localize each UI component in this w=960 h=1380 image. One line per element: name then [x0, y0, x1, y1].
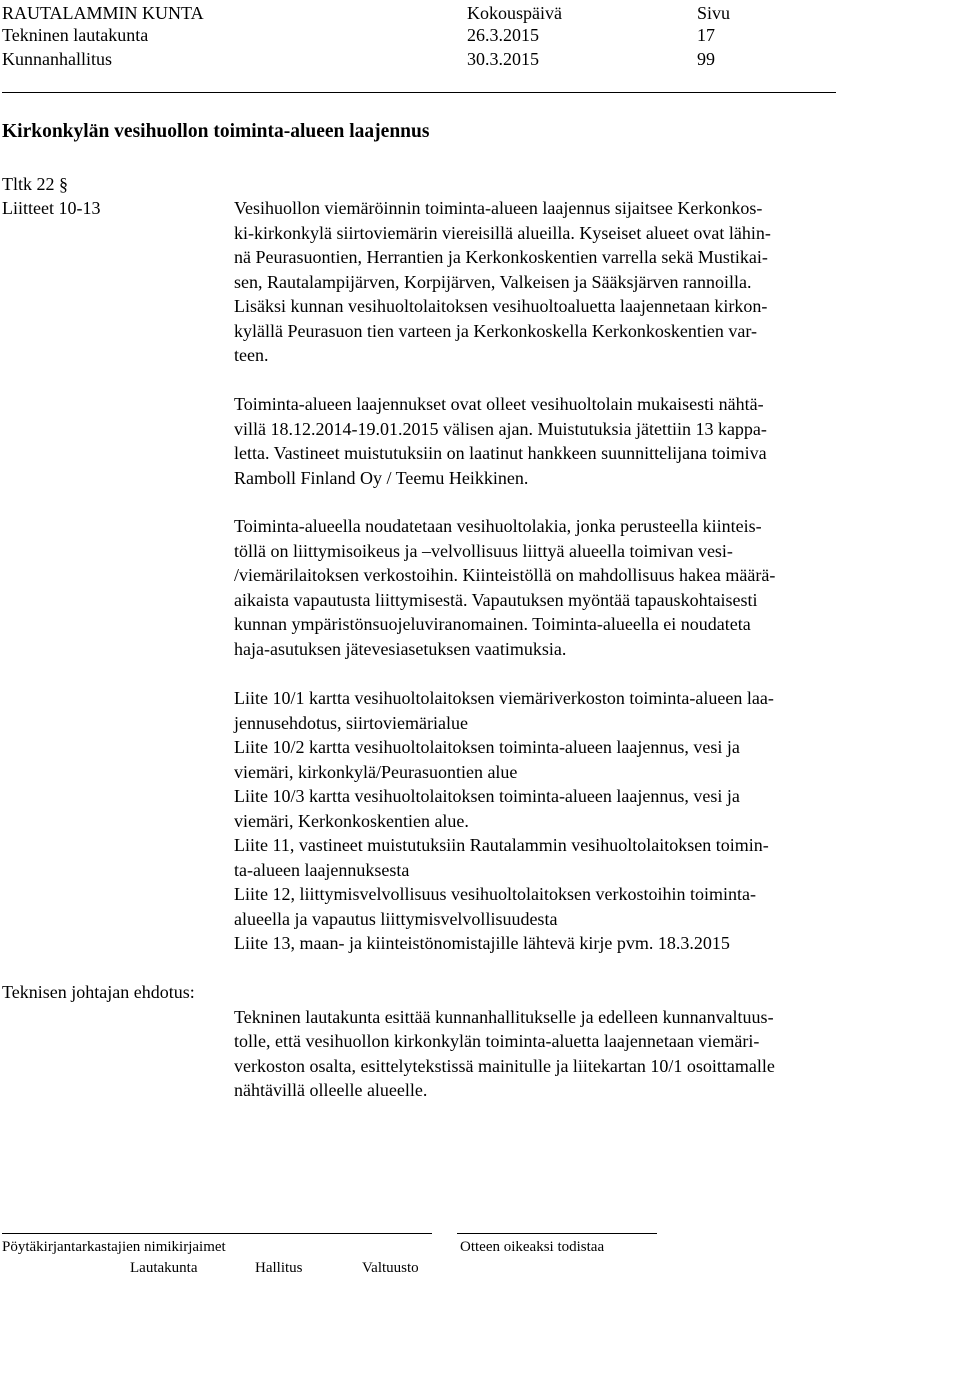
attachment-line: Liite 11, vastineet muistutuksiin Rautalammin vesihuoltolaitoksen toimin-	[234, 835, 769, 855]
attachment-line: jennusehdotus, siirtoviemärialue	[234, 712, 468, 733]
attachment-line: Liite 10/3 kartta vesihuoltolaitoksen toiminta-alueen laajennus, vesi ja	[234, 786, 740, 806]
text-line: ki-kirkonkylä siirtoviemärin viereisillä alueilla. Kyseiset alueet ovat lähin-	[234, 222, 771, 243]
footer-body-valtuusto: Valtuusto	[362, 1260, 419, 1276]
header-page-1: 17	[697, 25, 715, 45]
text-line: letta. Vastineet muistutuksiin on laatinut hankkeen suunnittelijana toimiva	[234, 443, 767, 463]
text-line: tolle, että vesihuollon kirkonkylän toiminta-aluetta laajennetaan viemäri-	[234, 1031, 760, 1051]
header-committee-1: Tekninen lautakunta	[2, 25, 149, 45]
text-line: /viemärilaitoksen verkostoihin. Kiinteistöllä on mahdollisuus hakea määrä-	[234, 565, 776, 585]
header-page-2: 99	[697, 49, 715, 69]
header-date-1: 26.3.2015	[467, 25, 539, 45]
text-line: haja-asutuksen jätevesiasetuksen vaatimuksia.	[234, 638, 567, 659]
header-committee-2: Kunnanhallitus	[2, 49, 112, 69]
attachment-line: Liite 13, maan- ja kiinteistönomistajille lähtevä kirje pvm. 18.3.2015	[234, 933, 730, 953]
header-page-label: Sivu	[697, 3, 731, 23]
footer-body-hallitus: Hallitus	[255, 1260, 303, 1276]
text-line: nähtävillä olleelle alueelle.	[234, 1080, 428, 1100]
text-line: nä Peurasuontien, Herrantien ja Kerkonkoskentien varrella sekä Mustikai-	[234, 247, 768, 267]
header-date-label: Kokouspäivä	[467, 3, 562, 23]
text-line: Toiminta-alueen laajennukset ovat olleet vesihuoltolain mukaisesti nähtä-	[234, 394, 764, 414]
text-line: verkoston osalta, esittelytekstissä mainitulle ja liitekartan 10/1 osoittamalle	[234, 1055, 775, 1076]
text-line: töllä on liittymisoikeus ja –velvollisuus liittyä alueella toimivan vesi-	[234, 540, 733, 561]
proposal-label: Teknisen johtajan ehdotus:	[2, 982, 195, 1002]
header-divider	[2, 92, 836, 93]
text-line: Toiminta-alueella noudatetaan vesihuoltolakia, jonka perusteella kiinteis-	[234, 516, 762, 536]
agenda-item-title: Kirkonkylän vesihuollon toiminta-alueen laajennus	[2, 121, 430, 142]
text-line: villä 18.12.2014-19.01.2015 välisen ajan. Muistutuksia jätettiin 13 kappa-	[234, 418, 767, 439]
text-line: aikaista vapautusta liittymisestä. Vapautuksen myöntää tapauskohtaisesti	[234, 589, 758, 610]
attachment-line: ta-alueen laajennuksesta	[234, 859, 410, 880]
reviewers-label: Pöytäkirjantarkastajien nimikirjaimet	[2, 1239, 226, 1255]
section-reference: Tltk 22 §	[2, 174, 68, 194]
text-line: Ramboll Finland Oy / Teemu Heikkinen.	[234, 467, 529, 488]
header-org-name: RAUTALAMMIN KUNTA	[2, 3, 204, 23]
text-line: kunnan ympäristönsuojeluviranomainen. Toiminta-alueella ei noudateta	[234, 614, 751, 634]
attachments-reference: Liitteet 10-13	[2, 198, 101, 218]
text-line: Vesihuollon viemäröinnin toiminta-alueen laajennus sijaitsee Kerkonkos-	[234, 198, 763, 218]
footer-rule-left	[2, 1233, 432, 1234]
certified-label: Otteen oikeaksi todistaa	[460, 1239, 605, 1255]
attachment-line: viemäri, kirkonkylä/Peurasuontien alue	[234, 761, 518, 782]
header-date-2: 30.3.2015	[467, 49, 539, 69]
text-line: teen.	[234, 345, 269, 365]
footer-body-lautakunta: Lautakunta	[130, 1260, 198, 1276]
text-line: sen, Rautalampijärven, Korpijärven, Valkeisen ja Sääksjärven rannoilla.	[234, 271, 752, 292]
text-line: Lisäksi kunnan vesihuoltolaitoksen vesihuoltoaluetta laajennetaan kirkon-	[234, 296, 768, 316]
attachment-line: alueella ja vapautus liittymisvelvollisuudesta	[234, 908, 558, 929]
attachment-line: Liite 10/1 kartta vesihuoltolaitoksen viemäriverkoston toiminta-alueen laa-	[234, 688, 774, 708]
footer-rule-right	[457, 1233, 657, 1234]
attachment-line: Liite 10/2 kartta vesihuoltolaitoksen toiminta-alueen laajennus, vesi ja	[234, 737, 740, 757]
text-line: Tekninen lautakunta esittää kunnanhallitukselle ja edelleen kunnanvaltuus-	[234, 1006, 774, 1027]
attachment-line: viemäri, Kerkonkoskentien alue.	[234, 810, 469, 831]
attachment-line: Liite 12, liittymisvelvollisuus vesihuoltolaitoksen verkostoihin toiminta-	[234, 884, 756, 904]
text-line: kylällä Peurasuon tien varteen ja Kerkonkoskella Kerkonkoskentien var-	[234, 320, 757, 341]
